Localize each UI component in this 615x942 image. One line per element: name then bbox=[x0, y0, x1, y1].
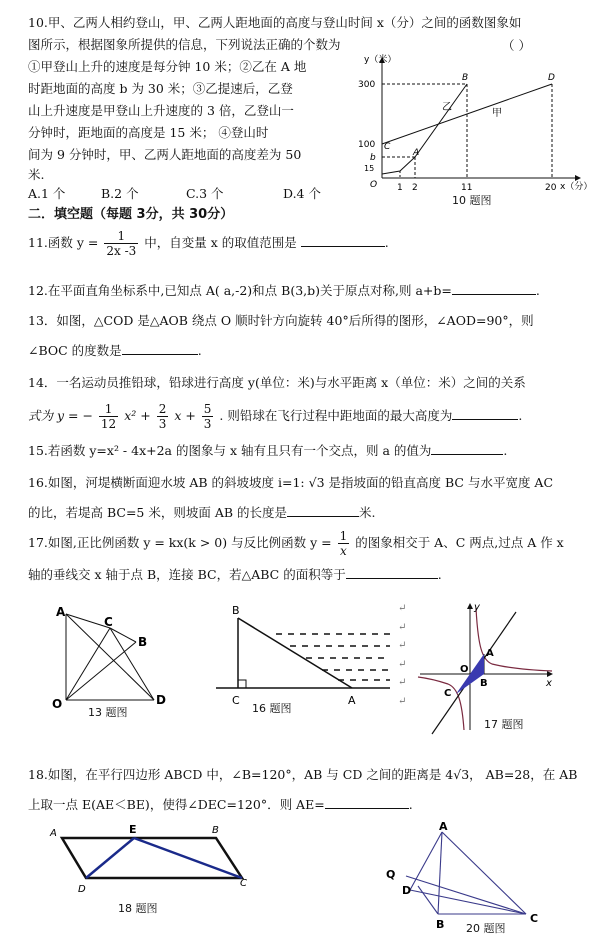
q13-answer-blank[interactable] bbox=[122, 342, 198, 355]
fig17-point-a: A bbox=[486, 648, 494, 659]
fig16-point-b: B bbox=[232, 604, 240, 617]
q14-f3-den: 3 bbox=[203, 417, 212, 431]
fig20-point-a: A bbox=[439, 820, 448, 833]
q10-graph bbox=[342, 52, 593, 202]
q10-answer-paren: （ ） bbox=[502, 38, 531, 53]
q16-line1: 16.如图，河堤横断面迎水坡 AB 的斜坡坡度 i=1: √3 是指坡面的铅直高度 BC 与水平宽度 AC bbox=[28, 475, 554, 490]
fig17-point-b: B bbox=[480, 678, 488, 689]
q15-end: . bbox=[503, 443, 508, 458]
q13-line2 bbox=[28, 342, 202, 360]
fig13-point-o: O bbox=[52, 697, 63, 711]
q14-frac3 bbox=[202, 402, 214, 431]
fig20-caption: 20 题图 bbox=[466, 922, 506, 935]
figure-20 bbox=[376, 816, 551, 936]
q14-f3-num: 5 bbox=[203, 402, 212, 416]
hyperbola-q1 bbox=[476, 608, 552, 671]
q17-end: . bbox=[437, 567, 442, 582]
q10-line8: 米. bbox=[28, 167, 45, 182]
hyperbola-q3 bbox=[418, 677, 464, 730]
q18-answer-blank[interactable] bbox=[325, 796, 409, 809]
q17-fraction bbox=[338, 529, 350, 558]
q11 bbox=[28, 228, 389, 258]
q18-line1: 18.如图，在平行四边形 ABCD 中，∠B=120°，AB 与 CD 之间的距离是 4√3， AB=28，在 AB bbox=[28, 767, 578, 782]
q14-frac1 bbox=[99, 402, 118, 431]
q17-num: 1 bbox=[339, 529, 348, 543]
q14-f1-den: 12 bbox=[100, 417, 117, 431]
q11-fraction bbox=[104, 229, 138, 258]
q17-den: x bbox=[340, 544, 347, 558]
q10-line4: 时距地面的高度 b 为 30 米；③乙提速后，乙登 bbox=[28, 81, 293, 96]
q10-option-d: D.4 个 bbox=[283, 186, 321, 201]
q18-line2 bbox=[28, 796, 413, 814]
fig20-point-d: D bbox=[402, 884, 412, 897]
q18-text: 上取一点 E(AE＜BE)，使得∠DEC=120°．则 AE= bbox=[28, 797, 325, 812]
q16-line2 bbox=[28, 504, 376, 522]
tick-100: 100 bbox=[358, 140, 376, 150]
fig16-point-c: C bbox=[232, 694, 240, 707]
fig17-caption: 17 题图 bbox=[484, 718, 524, 731]
origin-label: O bbox=[370, 180, 378, 190]
q17-line2 bbox=[28, 566, 442, 584]
fig18-point-a: A bbox=[50, 828, 57, 839]
point-d: D bbox=[548, 73, 555, 83]
figure-13 bbox=[44, 600, 184, 720]
q17-line1 bbox=[28, 528, 564, 558]
y-unit: y（米） bbox=[364, 55, 397, 65]
fig18-caption: 18 题图 bbox=[118, 902, 158, 915]
section-heading: 二．填空题（每题 3分，共 30分） bbox=[28, 207, 234, 222]
fig13-point-d: D bbox=[156, 693, 166, 707]
fig16-point-a: A bbox=[348, 694, 356, 707]
q16-end: 米. bbox=[359, 505, 376, 520]
fig20-point-c: C bbox=[530, 912, 539, 925]
q10-line7: 间为 9 分钟时，甲、乙两人距地面的高度差为 50 bbox=[28, 147, 302, 162]
fig17-y-label: y bbox=[474, 602, 480, 613]
q11-text-b: 中，自变量 x 的取值范围是 bbox=[144, 235, 297, 250]
fig20-point-q: Q bbox=[386, 868, 396, 881]
x-unit: x（分） bbox=[560, 182, 593, 192]
q10-caption: 10 题图 bbox=[452, 194, 492, 207]
q12-text: 12.在平面直角坐标系中,已知点 A( a,-2)和点 B(3,b)关于原点对称,则 a+b= bbox=[28, 283, 452, 298]
q11-num: 1 bbox=[104, 229, 138, 244]
label-jia: 甲 bbox=[492, 108, 502, 119]
q10-line5: 山上升速度是甲登山上升速度的 3 倍，乙登山一 bbox=[28, 103, 294, 118]
point-b: B bbox=[462, 73, 469, 83]
q14-line1: 14．一名运动员推铅球，铅球进行高度 y(单位：米)与水平距离 x（单位：米）之间的关系 bbox=[28, 375, 526, 390]
q13-end: . bbox=[197, 343, 202, 358]
q10-option-c: C.3 个 bbox=[186, 186, 224, 201]
q10-line3: ①甲登山上升的速度是每分钟 10 米；②乙在 A 地 bbox=[28, 59, 307, 74]
tick-11: 11 bbox=[461, 183, 473, 193]
fig18-point-c: C bbox=[240, 878, 247, 889]
fig18-point-d: D bbox=[78, 884, 86, 895]
q15 bbox=[28, 442, 507, 460]
q14-end: . bbox=[518, 408, 523, 423]
q17-answer-blank[interactable] bbox=[346, 566, 438, 579]
fig13-point-b: B bbox=[138, 635, 148, 649]
tick-15: 15 bbox=[364, 164, 375, 173]
fig13-point-c: C bbox=[104, 615, 113, 629]
q14-f1-num: 1 bbox=[99, 402, 118, 417]
q10-option-b: B.2 个 bbox=[101, 186, 139, 201]
q14-text-c: x + bbox=[174, 408, 196, 423]
fig18-point-b: B bbox=[212, 825, 219, 836]
q14-answer-blank[interactable] bbox=[452, 407, 518, 420]
q15-text: 15.若函数 y=x² - 4x+2a 的图象与 x 轴有且只有一个交点，则 a 的值为 bbox=[28, 443, 432, 458]
q10-line6: 分钟时，距地面的高度是 15 米； ④登山时 bbox=[28, 125, 269, 140]
q14-line2 bbox=[28, 398, 522, 434]
q17-text-c: 轴的垂线交 x 轴于点 B，连接 BC，若△ABC 的面积等于 bbox=[28, 567, 346, 582]
q14-text-b: x² + bbox=[124, 408, 151, 423]
q16-answer-blank[interactable] bbox=[287, 504, 359, 517]
q11-den: 2x -3 bbox=[106, 244, 137, 258]
q13-text: ∠BOC 的度数是 bbox=[28, 343, 122, 358]
fig17-point-o: O bbox=[460, 664, 469, 675]
q10-line2: 图所示，根据图象所提供的信息，下列说法正确的个数为 bbox=[28, 37, 341, 52]
q12-answer-blank[interactable] bbox=[452, 282, 536, 295]
q15-answer-blank[interactable] bbox=[431, 442, 503, 455]
paragraph-marks: ↵ ↵ ↵ ↵ ↵ ↵ bbox=[398, 603, 407, 707]
q11-answer-blank[interactable] bbox=[301, 234, 385, 247]
tick-2: 2 bbox=[412, 183, 418, 193]
q14-f2-den: 3 bbox=[158, 417, 167, 431]
tick-1: 1 bbox=[397, 183, 403, 193]
tick-300: 300 bbox=[358, 80, 376, 90]
q18-end: . bbox=[408, 797, 413, 812]
figure-18 bbox=[44, 822, 259, 902]
figure-16 bbox=[210, 600, 405, 715]
fig20-point-b: B bbox=[436, 918, 445, 931]
fig16-caption: 16 题图 bbox=[252, 702, 292, 715]
q16-text: 的比，若堤高 BC=5 米，则坡面 AB 的长度是 bbox=[28, 505, 288, 520]
point-a: A bbox=[413, 148, 420, 158]
q14-frac2 bbox=[157, 402, 169, 431]
fig17-point-c: C bbox=[444, 688, 452, 699]
q12-end: . bbox=[535, 283, 540, 298]
point-c: C bbox=[384, 142, 391, 152]
q14-text-d: . 则铅球在飞行过程中距地面的最大高度为 bbox=[219, 408, 453, 423]
q10-option-a: A.1 个 bbox=[28, 186, 66, 201]
fig13-caption: 13 题图 bbox=[88, 706, 128, 719]
q14-text-a: 式为 y = − bbox=[28, 408, 93, 423]
fig13-point-a: A bbox=[56, 605, 66, 619]
fig18-point-e: E bbox=[129, 823, 137, 836]
q17-text-a: 17.如图,正比例函数 y = kx(k > 0) 与反比例函数 y = bbox=[28, 535, 332, 550]
q11-text-a: 11.函数 y = bbox=[28, 235, 99, 250]
q12 bbox=[28, 282, 540, 300]
fig17-x-label: x bbox=[546, 678, 552, 689]
q10-line1: 10.甲、乙两人相约登山，甲、乙两人距地面的高度与登山时间 x（分）之间的函数图象如 bbox=[28, 15, 522, 30]
label-yi: 乙 bbox=[442, 102, 452, 113]
q13-line1: 13．如图，△COD 是△AOB 绕点 O 顺时针方向旋转 40°后所得的图形，∠AOD=90°，则 bbox=[28, 313, 534, 328]
tick-20: 20 bbox=[545, 183, 557, 193]
q17-text-b: 的图象相交于 A、C 两点,过点 A 作 x bbox=[355, 535, 564, 550]
tick-b: b bbox=[370, 153, 376, 163]
q14-f2-num: 2 bbox=[158, 402, 167, 416]
q11-end: . bbox=[384, 235, 389, 250]
